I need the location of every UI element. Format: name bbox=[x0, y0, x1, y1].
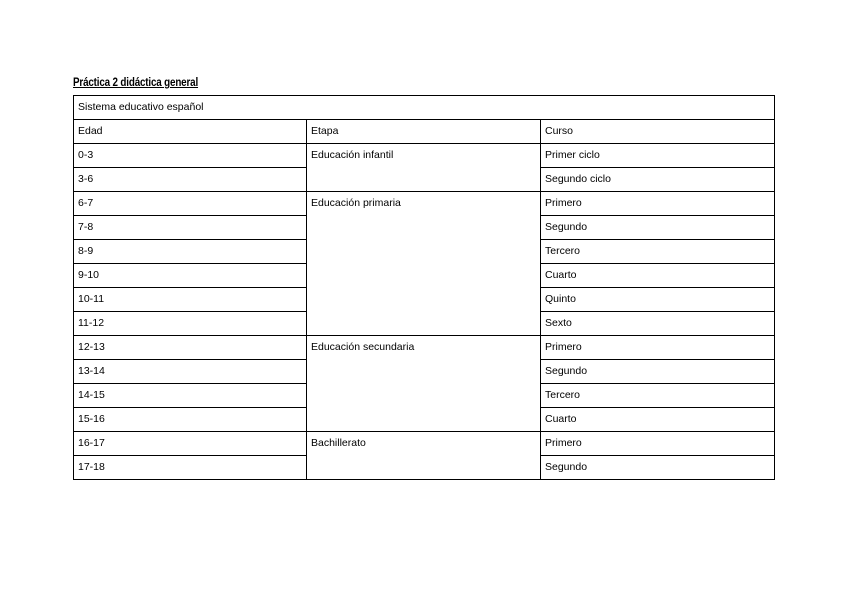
cell-edad: 0-3 bbox=[74, 144, 307, 168]
cell-curso: Primero bbox=[541, 336, 775, 360]
cell-curso: Tercero bbox=[541, 384, 775, 408]
cell-curso: Sexto bbox=[541, 312, 775, 336]
education-system-table bbox=[73, 95, 775, 480]
cell-edad: 9-10 bbox=[74, 264, 307, 288]
cell-edad: 14-15 bbox=[74, 384, 307, 408]
cell-curso: Primero bbox=[541, 432, 775, 456]
cell-edad: 7-8 bbox=[74, 216, 307, 240]
table-row bbox=[74, 192, 775, 216]
header-etapa: Etapa bbox=[307, 120, 541, 144]
cell-curso: Cuarto bbox=[541, 408, 775, 432]
cell-edad: 15-16 bbox=[74, 408, 307, 432]
cell-edad: 8-9 bbox=[74, 240, 307, 264]
cell-edad: 13-14 bbox=[74, 360, 307, 384]
cell-etapa: Educación secundaria bbox=[307, 336, 541, 432]
table-header-row bbox=[74, 120, 775, 144]
cell-edad: 6-7 bbox=[74, 192, 307, 216]
table-row bbox=[74, 432, 775, 456]
cell-etapa: Bachillerato bbox=[307, 432, 541, 480]
cell-curso: Tercero bbox=[541, 240, 775, 264]
cell-edad: 12-13 bbox=[74, 336, 307, 360]
cell-curso: Segundo bbox=[541, 456, 775, 480]
table-caption-row bbox=[74, 96, 775, 120]
cell-edad: 3-6 bbox=[74, 168, 307, 192]
table-row bbox=[74, 336, 775, 360]
cell-edad: 10-11 bbox=[74, 288, 307, 312]
table-caption: Sistema educativo español bbox=[74, 96, 775, 120]
cell-curso: Segundo ciclo bbox=[541, 168, 775, 192]
cell-edad: 17-18 bbox=[74, 456, 307, 480]
cell-curso: Segundo bbox=[541, 360, 775, 384]
cell-edad: 11-12 bbox=[74, 312, 307, 336]
cell-etapa: Educación infantil bbox=[307, 144, 541, 192]
table-body bbox=[74, 96, 775, 480]
cell-curso: Cuarto bbox=[541, 264, 775, 288]
cell-etapa: Educación primaria bbox=[307, 192, 541, 336]
table-row bbox=[74, 144, 775, 168]
cell-curso: Quinto bbox=[541, 288, 775, 312]
header-curso: Curso bbox=[541, 120, 775, 144]
cell-curso: Primer ciclo bbox=[541, 144, 775, 168]
cell-edad: 16-17 bbox=[74, 432, 307, 456]
header-edad: Edad bbox=[74, 120, 307, 144]
cell-curso: Segundo bbox=[541, 216, 775, 240]
document-title: Práctica 2 didáctica general bbox=[73, 75, 199, 89]
cell-curso: Primero bbox=[541, 192, 775, 216]
